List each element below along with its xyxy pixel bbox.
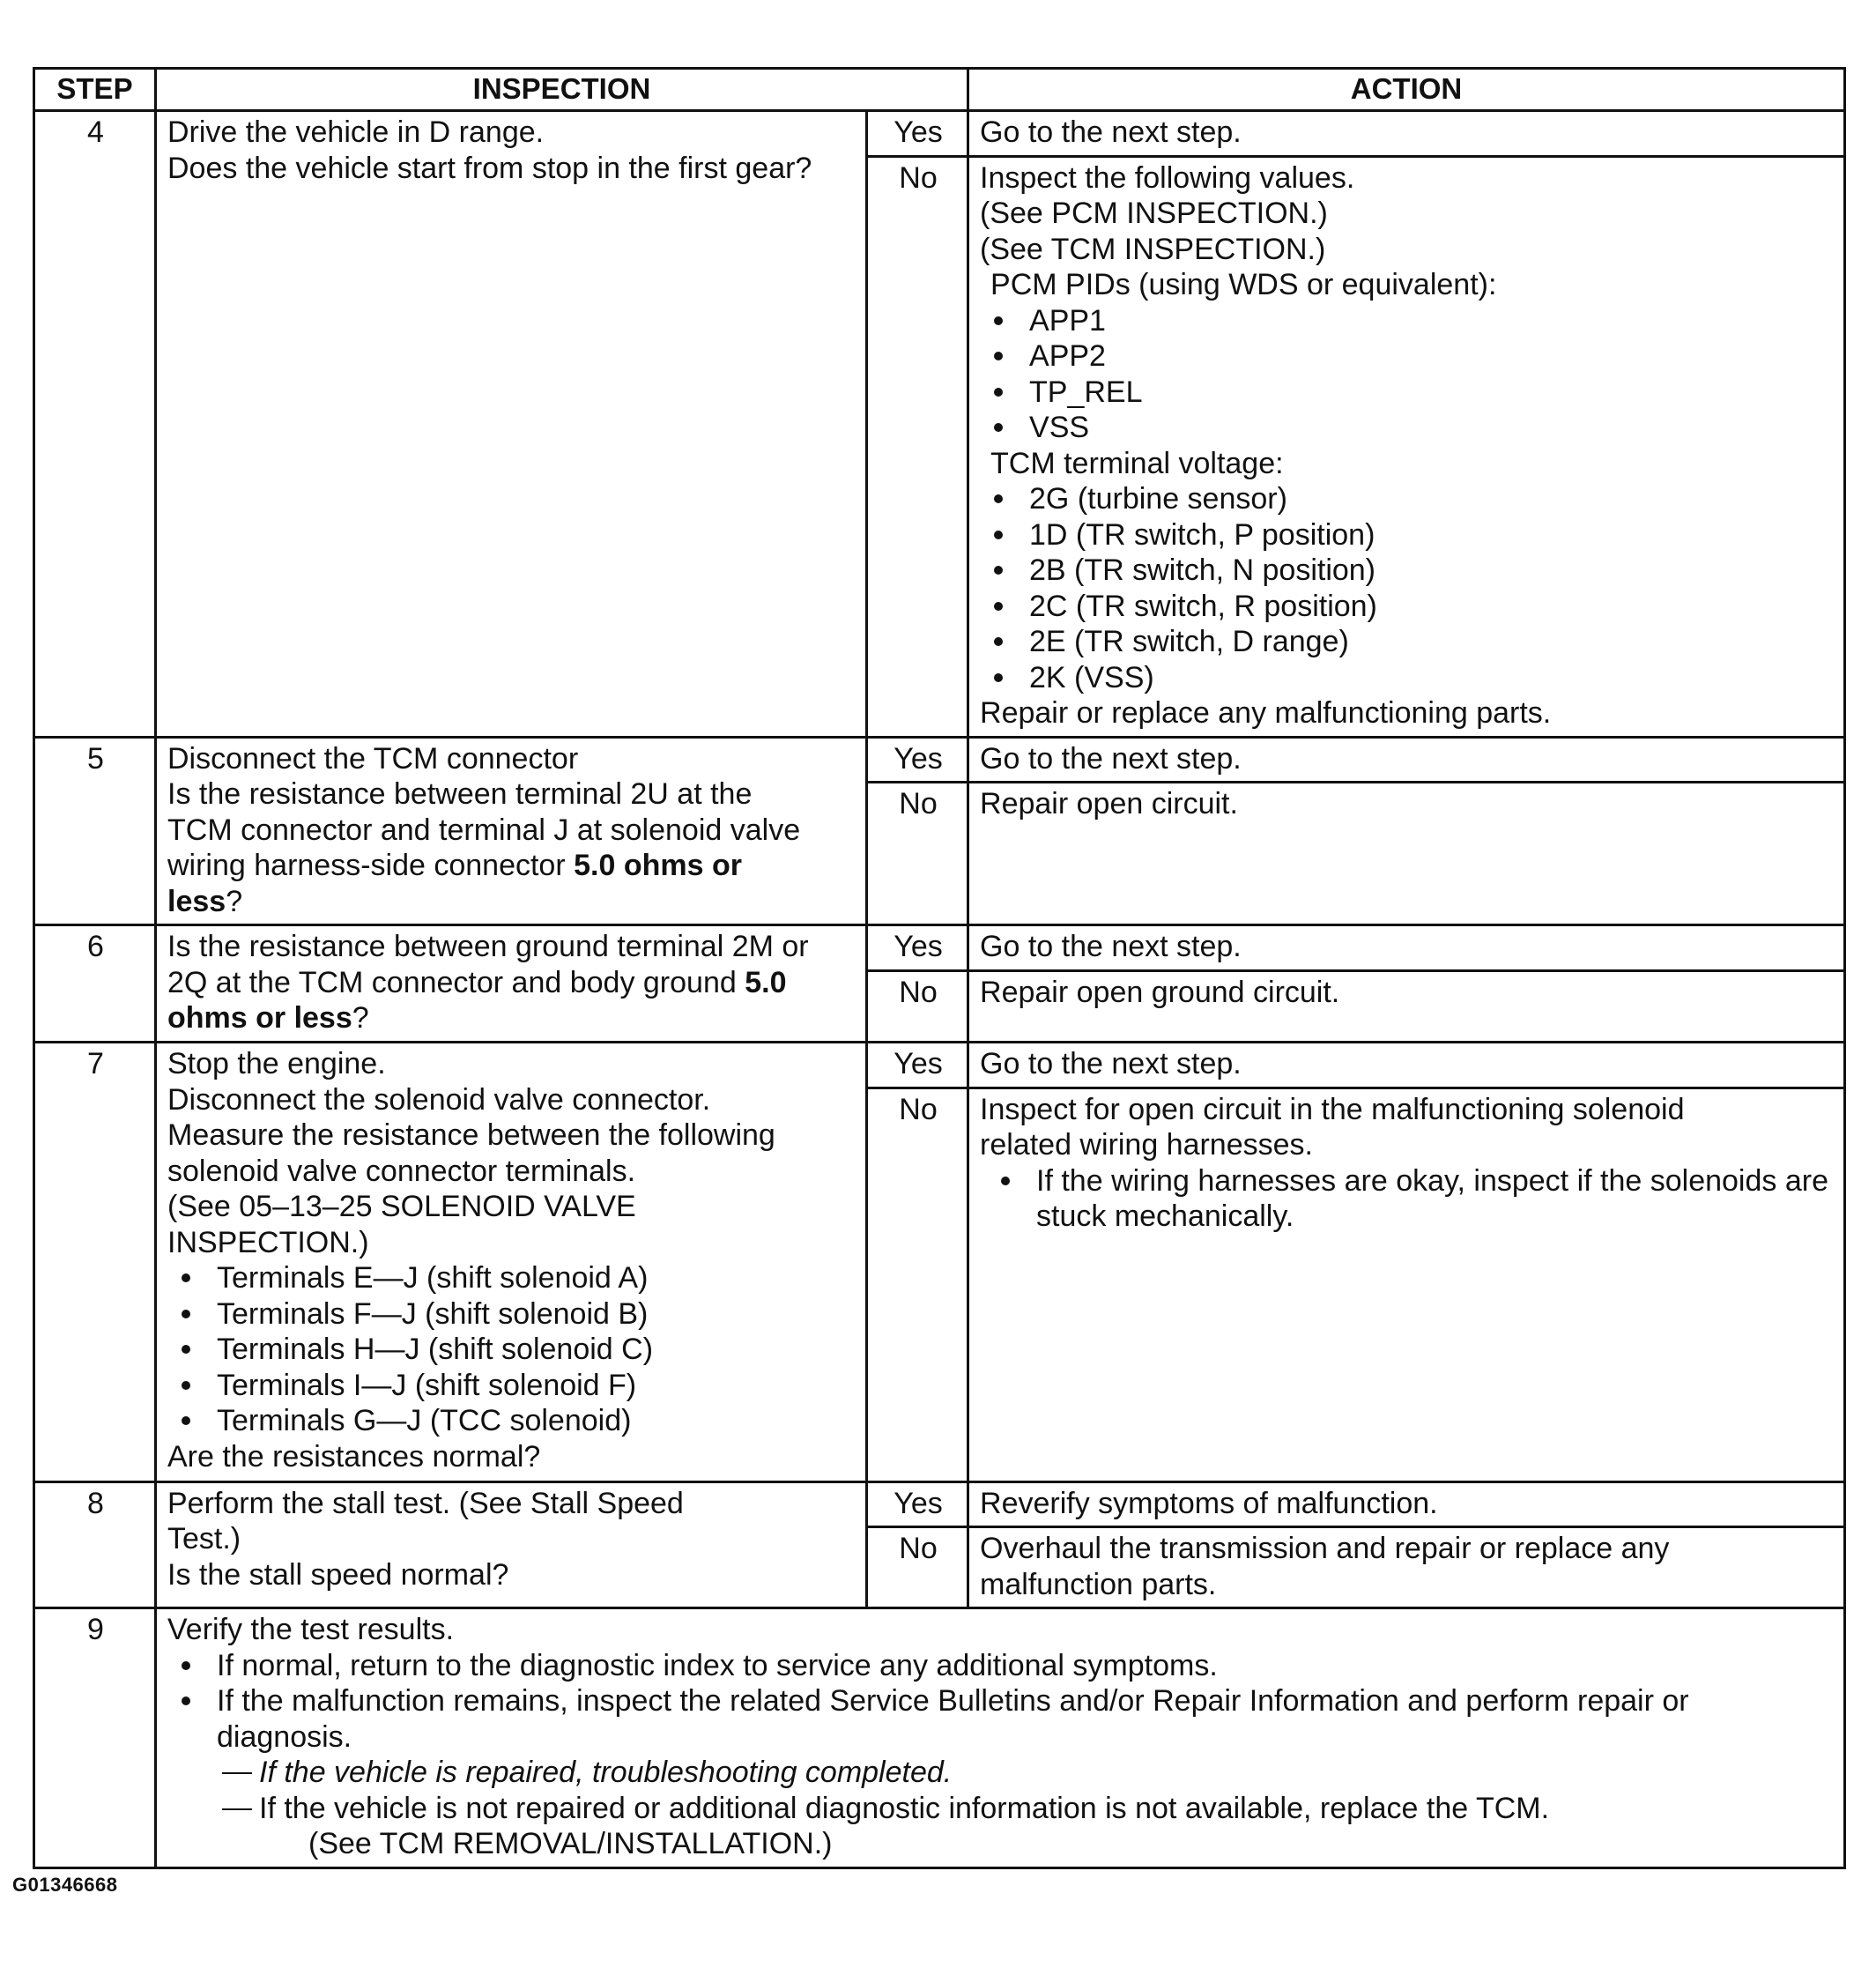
inspection-line: Is the stall speed normal?	[167, 1557, 509, 1592]
verification-sublist	[167, 1755, 1835, 1826]
verification-lead: Verify the test results.	[167, 1613, 455, 1646]
step-number: 4	[34, 111, 156, 738]
yes-action: Go to the next step.	[968, 925, 1845, 971]
inspection-line: Does the vehicle start from stop in the first gear?	[167, 151, 812, 185]
list-item: If the malfunction remains, inspect the related Service Bulletins and/or Repair Information and perform repair or diagnosis.	[178, 1683, 1694, 1755]
yes-action: Go to the next step.	[968, 111, 1845, 157]
list-item: VSS	[990, 410, 1835, 446]
table-row	[34, 1481, 1845, 1527]
table-row	[34, 737, 1845, 783]
no-action	[968, 1088, 1845, 1481]
list-item: Terminals H—J (shift solenoid C)	[178, 1332, 856, 1368]
action-line: Inspect the following values.	[980, 160, 1355, 195]
yes-label: Yes	[867, 1481, 968, 1527]
no-label: No	[867, 1088, 968, 1481]
action-line: (See PCM INSPECTION.)	[980, 197, 1328, 230]
inspection-line: Drive the vehicle in D range.	[167, 115, 545, 149]
tcm-heading: TCM terminal voltage:	[990, 446, 1284, 480]
figure-id: G01346668	[12, 1874, 118, 1896]
no-action: Repair open ground circuit.	[968, 971, 1845, 1043]
table-header-row	[34, 69, 1845, 111]
step-number: 5	[34, 737, 156, 925]
inspection-footer: Are the resistances normal?	[167, 1439, 541, 1474]
list-item: If the vehicle is not repaired or additional diagnostic information is not available, replace the TCM.	[220, 1791, 1835, 1827]
yes-action: Reverify symptoms of malfunction.	[968, 1481, 1845, 1527]
pcm-pid-list	[980, 303, 1835, 446]
no-label: No	[867, 783, 968, 925]
inspection-line: Disconnect the TCM connector	[167, 741, 579, 776]
inspection-line: (See 05–13–25 SOLENOID VALVE	[167, 1190, 636, 1223]
inspection-criterion: 5.0 ohms or less	[167, 849, 742, 918]
inspection-line: Disconnect the solenoid valve connector.	[167, 1082, 711, 1117]
step-number: 6	[34, 925, 156, 1043]
no-action: Repair open circuit.	[968, 783, 1845, 925]
header-action: ACTION	[968, 69, 1845, 111]
list-item: APP1	[990, 303, 1835, 339]
step-inspection	[156, 737, 867, 925]
inspection-text: Is the resistance between terminal 2U at the TCM connector and terminal J at solenoid valve wiring harness-side connector	[167, 777, 801, 882]
table-row	[34, 111, 1845, 157]
inspection-question	[167, 776, 856, 919]
inspection-end: ?	[352, 1001, 369, 1035]
list-item: 1D (TR switch, P position)	[990, 517, 1835, 553]
inspection-line: Test.)	[167, 1522, 241, 1555]
action-line: Overhaul the transmission and repair or replace any	[980, 1532, 1670, 1565]
no-label: No	[867, 156, 968, 737]
inspection-text: Is the resistance between ground terminal 2M or 2Q at the TCM connector and body ground	[167, 930, 809, 999]
inspection-criterion: 5.0 ohms or less	[167, 965, 787, 1035]
action-line: (See TCM INSPECTION.)	[980, 232, 1326, 266]
inspection-line: solenoid valve connector terminals.	[167, 1154, 636, 1188]
step-inspection	[156, 1043, 867, 1482]
terminal-list	[167, 1260, 856, 1439]
no-action	[968, 1527, 1845, 1608]
yes-action: Go to the next step.	[968, 737, 1845, 783]
list-item: 2B (TR switch, N position)	[990, 553, 1835, 589]
yes-action: Go to the next step.	[968, 1043, 1845, 1088]
header-step: STEP	[34, 69, 156, 111]
step-inspection	[156, 1481, 867, 1608]
list-item: 2K (VSS)	[990, 660, 1835, 696]
header-inspection: INSPECTION	[156, 69, 968, 111]
inspection-end: ?	[226, 884, 243, 918]
list-item: If the vehicle is repaired, troubleshooting completed.	[220, 1755, 1835, 1791]
step-inspection	[156, 925, 867, 1043]
action-line: malfunction parts.	[980, 1567, 1217, 1601]
inspection-question	[167, 929, 856, 1036]
step-number: 7	[34, 1043, 156, 1482]
table-row	[34, 925, 1845, 971]
list-item: 2G (turbine sensor)	[990, 481, 1835, 517]
list-item: If normal, return to the diagnostic index to service any additional symptoms.	[178, 1648, 1694, 1684]
action-line: Inspect for open circuit in the malfunctioning solenoid	[980, 1092, 1685, 1126]
step-verification	[156, 1608, 1845, 1868]
list-item: 2C (TR switch, R position)	[990, 589, 1835, 625]
list-item: TP_REL	[990, 375, 1835, 411]
verification-note: (See TCM REMOVAL/INSTALLATION.)	[308, 1827, 833, 1860]
list-item: Terminals E—J (shift solenoid A)	[178, 1260, 856, 1296]
list-item: APP2	[990, 338, 1835, 375]
diagnostic-table	[33, 67, 1846, 1869]
table-row	[34, 1043, 1845, 1088]
no-label: No	[867, 1527, 968, 1608]
no-action	[968, 156, 1845, 737]
yes-label: Yes	[867, 737, 968, 783]
yes-label: Yes	[867, 1043, 968, 1088]
action-footer: Repair or replace any malfunctioning parts.	[980, 696, 1552, 730]
inspection-line: INSPECTION.)	[167, 1225, 369, 1259]
inspection-line: Stop the engine.	[167, 1047, 386, 1080]
inspection-line: Measure the resistance between the following	[167, 1118, 775, 1152]
tcm-voltage-list	[980, 481, 1835, 695]
verification-list	[167, 1648, 1835, 1756]
list-item: Terminals G—J (TCC solenoid)	[178, 1403, 856, 1439]
pcm-heading: PCM PIDs (using WDS or equivalent):	[990, 268, 1497, 301]
yes-label: Yes	[867, 925, 968, 971]
list-item: If the wiring harnesses are okay, inspect if the solenoids are stuck mechanically.	[997, 1163, 1835, 1235]
yes-label: Yes	[867, 111, 968, 157]
no-label: No	[867, 971, 968, 1043]
step-number: 9	[34, 1608, 156, 1868]
action-list	[980, 1163, 1835, 1235]
inspection-line: Perform the stall test. (See Stall Speed	[167, 1486, 684, 1520]
table-row	[34, 1608, 1845, 1868]
list-item: Terminals F—J (shift solenoid B)	[178, 1296, 856, 1333]
action-line: related wiring harnesses.	[980, 1128, 1313, 1162]
list-item: 2E (TR switch, D range)	[990, 624, 1835, 660]
step-inspection	[156, 111, 867, 738]
step-number: 8	[34, 1481, 156, 1608]
list-item: Terminals I—J (shift solenoid F)	[178, 1368, 856, 1404]
